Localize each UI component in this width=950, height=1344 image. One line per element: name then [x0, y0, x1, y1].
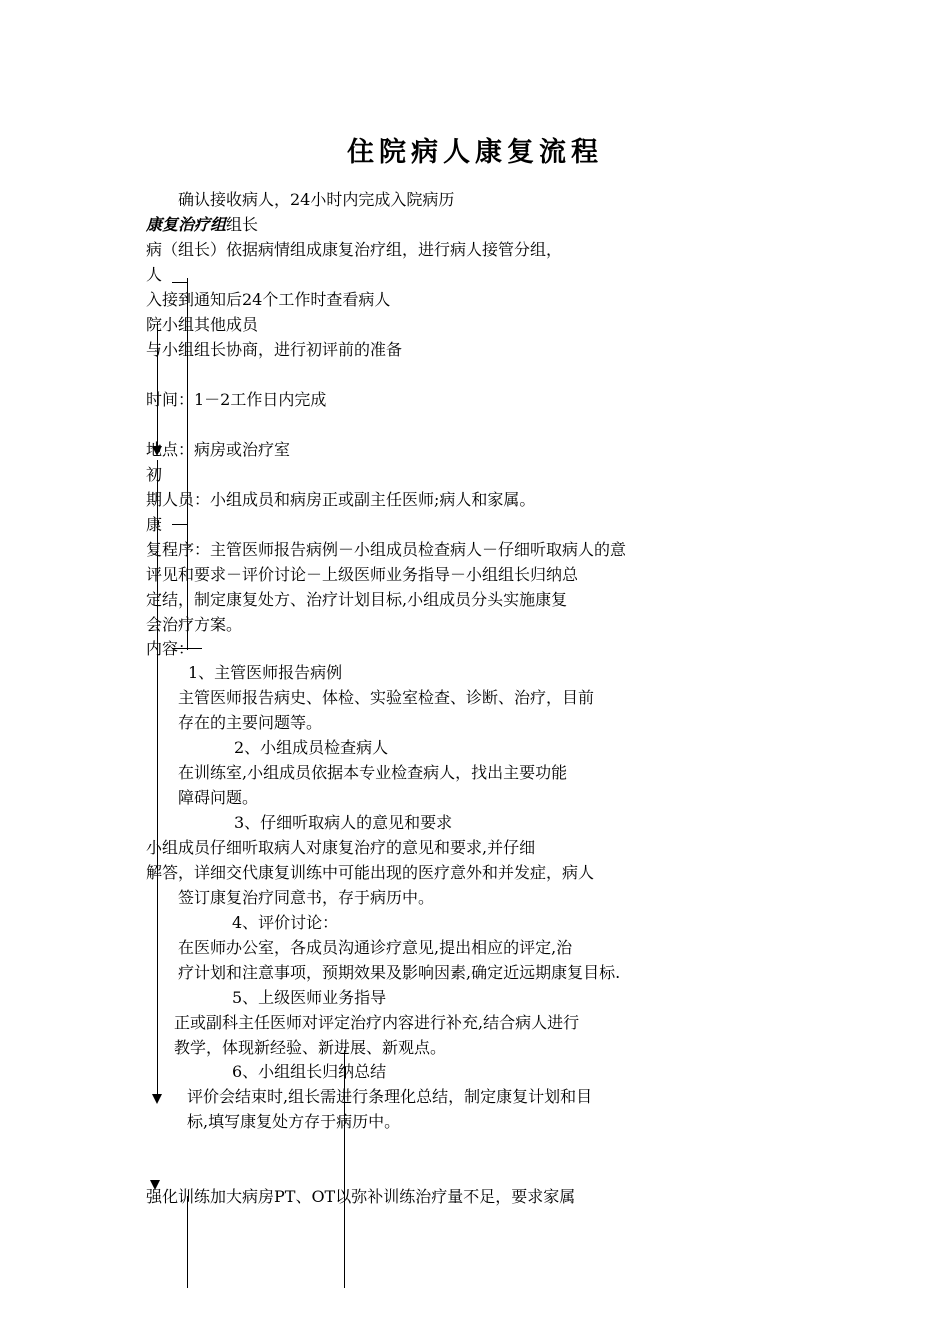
text-line: 疗计划和注意事项，预期效果及影响因素,确定近远期康复目标. — [178, 963, 621, 982]
text-line: 强化训练加大病房PT、OT以弥补训练治疗量不足，要求家属 — [146, 1187, 576, 1206]
text-line: 复程序：主管医师报告病例－小组成员检查病人－仔细听取病人的意 — [146, 540, 627, 559]
section-heading: 3、仔细听取病人的意见和要求 — [234, 813, 453, 832]
section-heading: 6、小组组长归纳总结 — [232, 1062, 387, 1081]
section-heading: 1、主管医师报告病例 — [188, 663, 343, 682]
text-line: 会治疗方案。 — [146, 615, 243, 634]
section-heading: 5、上级医师业务指导 — [232, 988, 387, 1007]
text-line: 康 — [146, 515, 163, 534]
text-line-treatment-group — [146, 214, 258, 236]
section-heading: 2、小组成员检查病人 — [234, 738, 389, 757]
page-title: 住院病人康复流程 — [347, 137, 603, 168]
flow-bracket-tick — [172, 524, 187, 525]
text-line: 地点：病房或治疗室 — [146, 440, 291, 459]
flow-connector-bottom-left — [187, 1196, 188, 1288]
text-line: 评价会结束时,组长需进行条理化总结，制定康复计划和目 — [187, 1087, 593, 1106]
group-leader-label: 组长 — [226, 215, 259, 234]
text-line: 解答，详细交代康复训练中可能出现的医疗意外和并发症，病人 — [146, 863, 595, 882]
text-line: 签订康复治疗同意书，存于病历中。 — [178, 888, 435, 907]
text-line: 存在的主要问题等。 — [178, 713, 323, 732]
text-line: 主管医师报告病史、体检、实验室检查、诊断、治疗，目前 — [178, 688, 595, 707]
text-line: 标,填写康复处方存于病历中。 — [187, 1112, 401, 1131]
arrow-down-icon — [152, 1094, 162, 1104]
text-line: 障碍问题。 — [178, 788, 259, 807]
text-line: 期人员：小组成员和病房正或副主任医师;病人和家属。 — [146, 490, 536, 509]
text-line: 人 — [146, 265, 163, 284]
text-line: 与小组组长协商，进行初评前的准备 — [146, 340, 403, 359]
text-line: 评见和要求－评价讨论－上级医师业务指导－小组组长归纳总 — [146, 565, 579, 584]
text-line: 教学，体现新经验、新进展、新观点。 — [174, 1038, 447, 1057]
text-line: 内容： — [146, 639, 195, 658]
section-heading: 4、评价讨论： — [232, 913, 339, 932]
text-line: 院小组其他成员 — [146, 315, 259, 334]
text-line: 入接到通知后24个工作时查看病人 — [146, 290, 391, 309]
text-line: 初 — [146, 465, 163, 484]
treatment-group-label: 康复治疗组 — [146, 215, 227, 234]
text-line: 正或副科主任医师对评定治疗内容进行补充,结合病人进行 — [174, 1013, 580, 1032]
text-line: 小组成员仔细听取病人对康复治疗的意见和要求,并仔细 — [146, 838, 536, 857]
text-line: 时间：1－2工作日内完成 — [146, 390, 327, 409]
text-line: 在训练室,小组成员依据本专业检查病人，找出主要功能 — [178, 763, 568, 782]
text-line: 在医师办公室，各成员沟通诊疗意见,提出相应的评定,治 — [178, 938, 573, 957]
text-line: 定结，制定康复处方、治疗计划目标,小组成员分头实施康复 — [146, 590, 568, 609]
flow-bracket-tick — [172, 282, 187, 283]
text-line: 病（组长）依据病情组成康复治疗组，进行病人接管分组， — [146, 240, 563, 259]
text-line: 确认接收病人，24小时内完成入院病历 — [178, 190, 455, 209]
